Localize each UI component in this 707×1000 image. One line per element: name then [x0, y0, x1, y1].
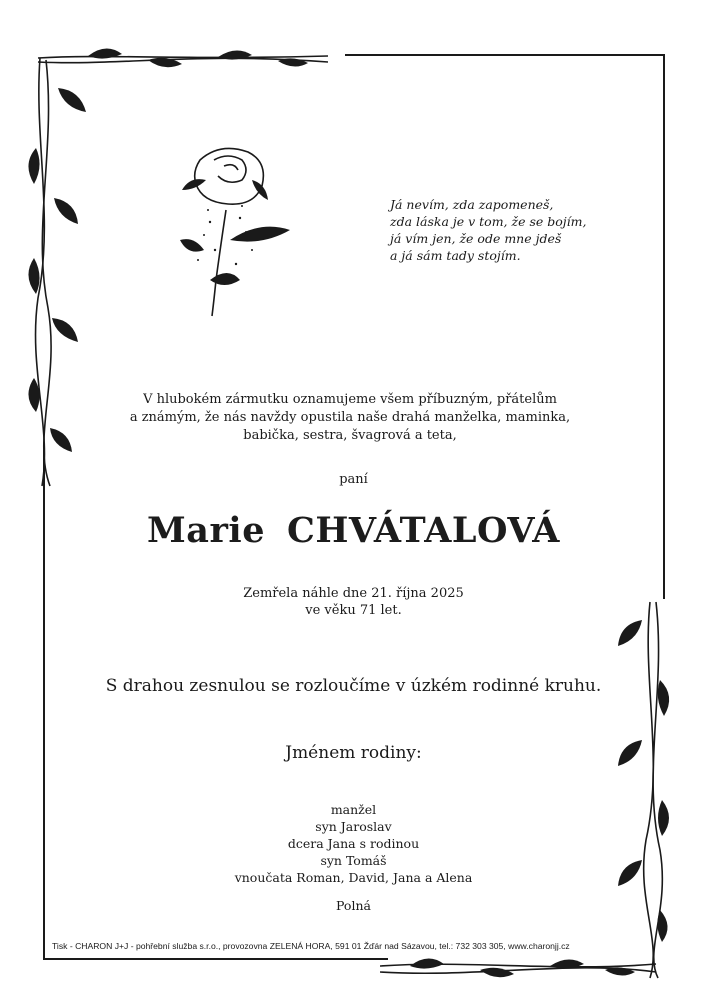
death-age: ve věku 71 let.: [305, 603, 402, 618]
printer-footer: Tisk - CHARON J+J - pohřební služba s.r.o., provozovna ZELENÁ HORA, 591 01 Žďár nad Sázavou, tel.: 732 303 305, www.charonjj.cz: [52, 941, 570, 951]
relative-item: vnoučata Roman, David, Jana a Alena: [234, 870, 473, 885]
relative-item: syn Tomáš: [320, 853, 387, 868]
poem-line: a já sám tady stojím.: [390, 248, 521, 263]
rose-icon: [170, 140, 295, 320]
poem-line: zda láska je v tom, že se bojím,: [390, 214, 587, 229]
farewell-text: S drahou zesnulou se rozloučíme v úzkém rodinné kruhu.: [105, 676, 602, 696]
announcement-line: babička, sestra, švagrová a teta,: [243, 428, 457, 443]
relatives-list: [0, 801, 707, 886]
announcement-text: [80, 391, 620, 445]
announcement-line: a známým, že nás navždy opustila naše drahá manželka, maminka,: [129, 410, 571, 425]
deceased-last-name: CHVÁTALOVÁ: [286, 510, 560, 551]
frame-bottom-line: [43, 958, 388, 960]
deceased-first-name: Marie: [147, 510, 265, 551]
place: Polná: [336, 898, 371, 913]
poem: [390, 196, 630, 264]
relative-item: syn Jaroslav: [315, 819, 392, 834]
relative-item: manžel: [330, 802, 377, 817]
poem-line: Já nevím, zda zapomeneš,: [390, 197, 554, 212]
death-info: [0, 585, 707, 619]
family-title: Jménem rodiny:: [285, 743, 422, 763]
bottom-right-vine-ornament: [380, 600, 680, 990]
death-date: Zemřela náhle dne 21. října 2025: [243, 586, 464, 601]
poem-line: já vím jen, že ode mne jdeš: [390, 231, 562, 246]
deceased-name: [0, 510, 707, 551]
relative-item: dcera Jana s rodinou: [287, 836, 420, 851]
announcement-line: V hlubokém zármutku oznamujeme všem příbuzným, přátelům: [143, 392, 557, 407]
frame-top-line: [345, 54, 665, 56]
title-word: paní: [339, 472, 368, 487]
